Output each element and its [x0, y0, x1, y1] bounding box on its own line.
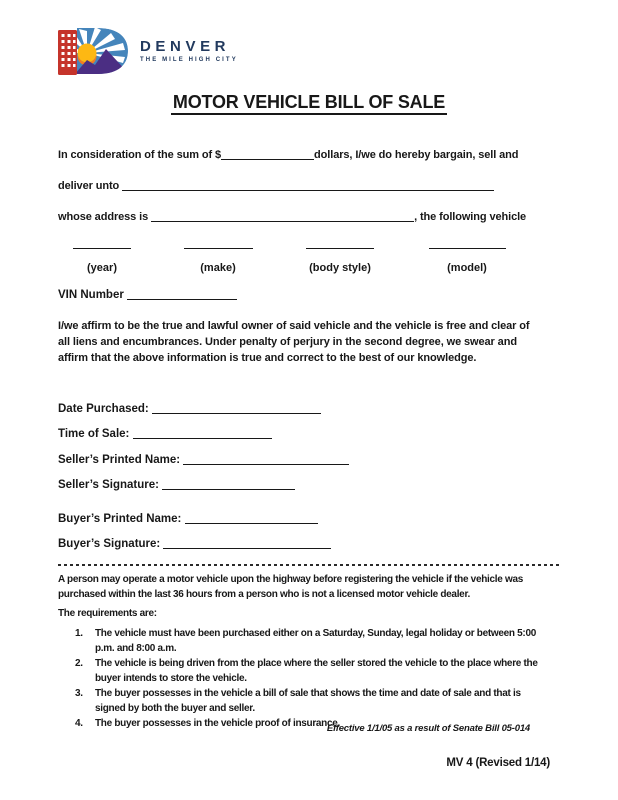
seller-printed-name-label: Seller’s Printed Name: [58, 453, 184, 466]
vehicle-field-make [172, 240, 264, 274]
model-label: (model) [447, 262, 487, 274]
vin-label: VIN Number [58, 289, 128, 301]
intro-line-2: deliver unto [58, 171, 568, 202]
buyer-printed-name-row [58, 513, 331, 538]
requirements-list [75, 626, 553, 731]
document-title: MOTOR VEHICLE BILL OF SALE [0, 92, 618, 113]
year-blank[interactable] [73, 240, 131, 249]
effective-note: Effective 1/1/05 as a result of Senate Bill 05-014 [326, 723, 530, 734]
make-blank[interactable] [184, 240, 253, 249]
date-purchased-row [58, 403, 349, 428]
requirement-number: 2. [75, 658, 83, 669]
seller-signature-blank[interactable] [162, 479, 295, 490]
seller-signature-label: Seller’s Signature: [58, 478, 163, 491]
buyer-printed-name-label: Buyer’s Printed Name: [58, 513, 185, 525]
requirement-text: The vehicle must have been purchased either on a Saturday, Sunday, legal holiday or between 5:00 p.m. and 8:00 a.m. [95, 628, 536, 654]
dashed-divider [58, 564, 561, 566]
seller-signature-row [58, 479, 349, 504]
logo-sun [78, 44, 97, 63]
affirmation-paragraph: I/we affirm to be the true and lawful owner of said vehicle and the vehicle is free and clear of all liens and encumbrances. Under penalty of perjury in the second degree, we swear and affirm that the above information is true and correct to the best of our knowledge. [58, 320, 530, 364]
requirement-text: The buyer possesses in the vehicle proof of insurance. [95, 718, 340, 729]
buyer-fields [58, 513, 331, 564]
sum-amount-blank[interactable] [221, 149, 314, 160]
requirement-number: 1. [75, 628, 83, 639]
year-label: (year) [87, 262, 117, 274]
seller-printed-name-blank[interactable] [183, 454, 349, 465]
vehicle-field-year [56, 240, 148, 274]
form-number: MV 4 (Revised 1/14) [446, 757, 550, 769]
requirement-item [75, 656, 553, 686]
time-of-sale-label: Time of Sale: [58, 428, 133, 441]
requirements-heading: The requirements are: [58, 608, 157, 619]
requirement-number: 3. [75, 688, 83, 699]
vehicle-field-model [420, 240, 514, 274]
requirement-item [75, 686, 553, 716]
time-of-sale-blank[interactable] [133, 428, 272, 439]
seller-fields [58, 403, 349, 504]
denver-logo-icon [57, 27, 129, 75]
time-of-sale-row [58, 428, 349, 453]
requirement-number: 4. [75, 718, 83, 729]
date-purchased-label: Date Purchased: [58, 403, 152, 415]
seller-printed-name-row [58, 454, 349, 479]
highway-notice: A person may operate a motor vehicle upon the highway before registering the vehicle if the vehicle was purchased within the last 36 hours from a person who is not a licensed motor vehicle dealer. [58, 574, 523, 600]
buyer-signature-blank[interactable] [163, 538, 331, 549]
vehicle-field-body-style [292, 240, 388, 274]
model-blank[interactable] [429, 240, 506, 249]
logo-wordmark [140, 27, 238, 63]
body-style-label: (body style) [309, 262, 371, 274]
logo-name: DENVER [140, 38, 231, 55]
intro-paragraph [58, 140, 568, 233]
buyer-name-blank[interactable] [122, 180, 494, 191]
logo-tagline: THE MILE HIGH CITY [140, 57, 238, 63]
vin-row [58, 289, 237, 301]
body-style-blank[interactable] [306, 240, 374, 249]
requirement-item [75, 626, 553, 656]
buyer-signature-label: Buyer’s Signature: [58, 538, 164, 551]
vin-blank[interactable] [127, 289, 237, 300]
requirement-text: The buyer possesses in the vehicle a bill of sale that shows the time and date of sale and that is signed by both the buyer and seller. [95, 688, 521, 714]
address-blank[interactable] [151, 211, 414, 222]
make-label: (make) [200, 262, 236, 274]
vehicle-fields-row [0, 240, 618, 286]
date-purchased-blank[interactable] [152, 403, 321, 414]
buyer-signature-row [58, 538, 331, 563]
intro-line-3: whose address is , the following vehicle [58, 211, 527, 223]
intro-line-1: In consideration of the sum of $ dollars, I/we do hereby bargain, sell and [58, 149, 519, 161]
requirement-text: The vehicle is being driven from the place where the seller stored the vehicle to the place where the buyer intends to store the vehicle. [95, 658, 538, 684]
denver-logo [57, 27, 238, 75]
buyer-printed-name-blank[interactable] [185, 513, 318, 524]
